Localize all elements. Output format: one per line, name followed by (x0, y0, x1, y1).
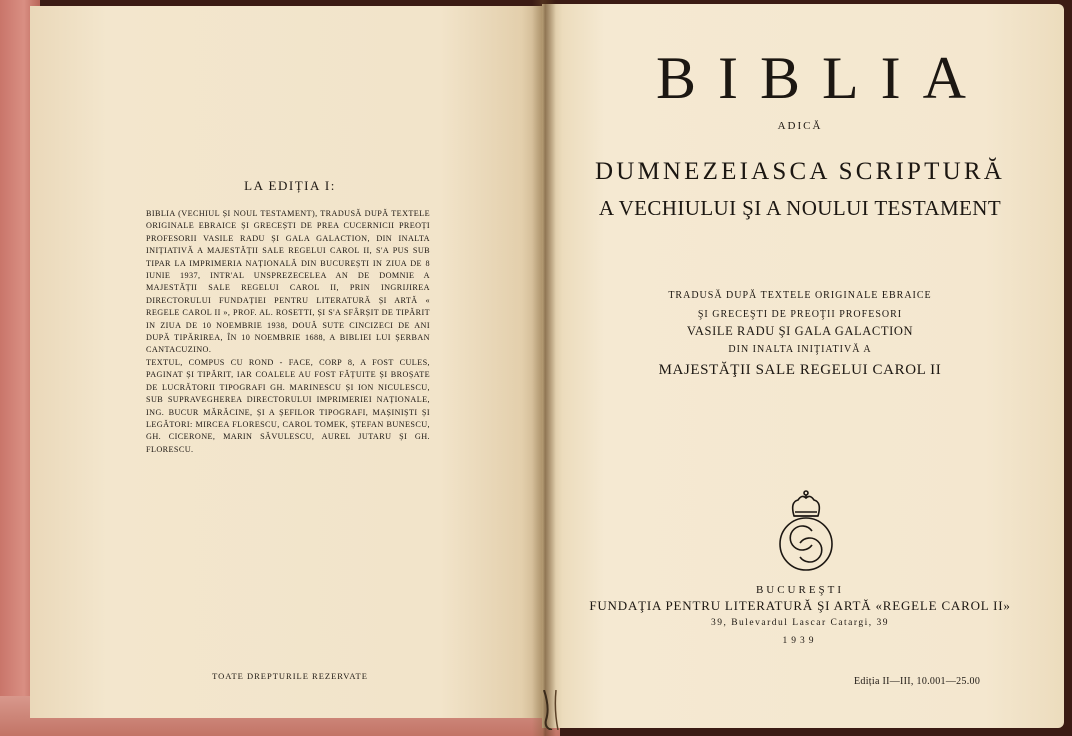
subtitle-line-2: A VECHIULUI ŞI A NOULUI TESTAMENT (598, 196, 1002, 220)
book-gutter (532, 0, 556, 736)
bookmark-ribbon (536, 690, 566, 730)
translation-line-1: TRADUSĂ DUPĂ TEXTELE ORIGINALE EBRAICE (668, 290, 932, 301)
subtitle-line-1: DUMNEZEIASCA SCRIPTURĂ (594, 158, 1006, 185)
initiative-line: DIN INALTA INIŢIATIVĂ A (728, 344, 872, 355)
publisher-address: 39, Bulevardul Lascar Catargi, 39 (710, 618, 890, 628)
royal-crown-monogram-icon (776, 490, 836, 574)
colophon-paragraph-2: TEXTUL, COMPUS CU ROND - FACE, CORP 8, A FOST CULES, PAGINAT ȘI TIPĂRIT, IAR COALELE AU FOST FĂȚUITE ȘI BROȘATE DE LUCRĂTORII TIPOGRAFI GH. MARINESCU ȘI ION NICULESCU, SUB SUPRAVEGHEREA DIRECTORULUI IMPRIMERIEI NAȚIONALE, ING. BUCUR MĂRĂCINE, ȘI A ȘEFILOR TIPOGRAFI, MAȘINIȘTI ȘI LEGĂTORI: MIRCEA FLORESCU, CAROL TOMEK, ȘTEFAN BUNESCU, GH. CICERONE, MARIN SĂVULESCU, AUREL JUTARU ȘI GH. FLORESCU. (146, 357, 430, 454)
colophon-heading: LA EDIȚIA I: (244, 178, 336, 193)
book-title: BIBLIA (656, 45, 988, 111)
translation-line-2: ŞI GRECEŞTI DE PREOŢII PROFESORI (697, 309, 903, 320)
rights-notice: TOATE DREPTURILE REZERVATE (212, 671, 368, 681)
colophon-text (146, 208, 430, 456)
title-connector: ADICĂ (777, 120, 823, 132)
publication-place: BUCUREŞTI (755, 584, 845, 596)
publisher-name: FUNDAŢIA PENTRU LITERATURĂ ŞI ARTĂ «REGELE CAROL II» (589, 598, 1011, 613)
translators-names: VASILE RADU ŞI GALA GALACTION (686, 324, 914, 338)
edition-note: Ediția II—III, 10.001—25.00 (854, 676, 981, 687)
publication-year: 1939 (782, 636, 818, 646)
colophon-paragraph-1: BIBLIA (VECHIUL ȘI NOUL TESTAMENT), TRADUSĂ DUPĂ TEXTELE ORIGINALE EBRAICE ȘI GRECEȘTI DE PREA CUCERNICII PREOȚI PROFESORII VASILE RADU ȘI GALA GALACTION, DIN INALTA INIȚIATIVĂ A MAJESTĂȚII SALE REGELUI CAROL II, S'A PUS SUB TIPAR LA IMPRIMERIA NAȚIONALĂ DIN BUCUREȘTI IN ZIUA DE 8 IUNIE 1937, INTR'AL UNSPREZECELEA AN DE DOMNIE A MAJESTĂȚII SALE REGELUI CAROL II, PRIN INGRIJIREA DIRECTORULUI FUNDAȚIEI PENTRU LITERATURĂ ȘI ARTĂ « REGELE CAROL II », PROF. AL. ROSETTI, ȘI S'A SFÂRȘIT DE TIPĂRIT IN ZIUA DE 10 NOEMBRIE 1938, DOUĂ SUTE CINCIZECI DE ANI DUPĂ TIPĂRIREA, ÎN 10 NOEMBRIE 1688, A BIBLIEI LUI ȘERBAN CANTACUZINO. (146, 209, 430, 355)
majesty-line: MAJESTĂŢII SALE REGELUI CAROL II (658, 362, 942, 378)
